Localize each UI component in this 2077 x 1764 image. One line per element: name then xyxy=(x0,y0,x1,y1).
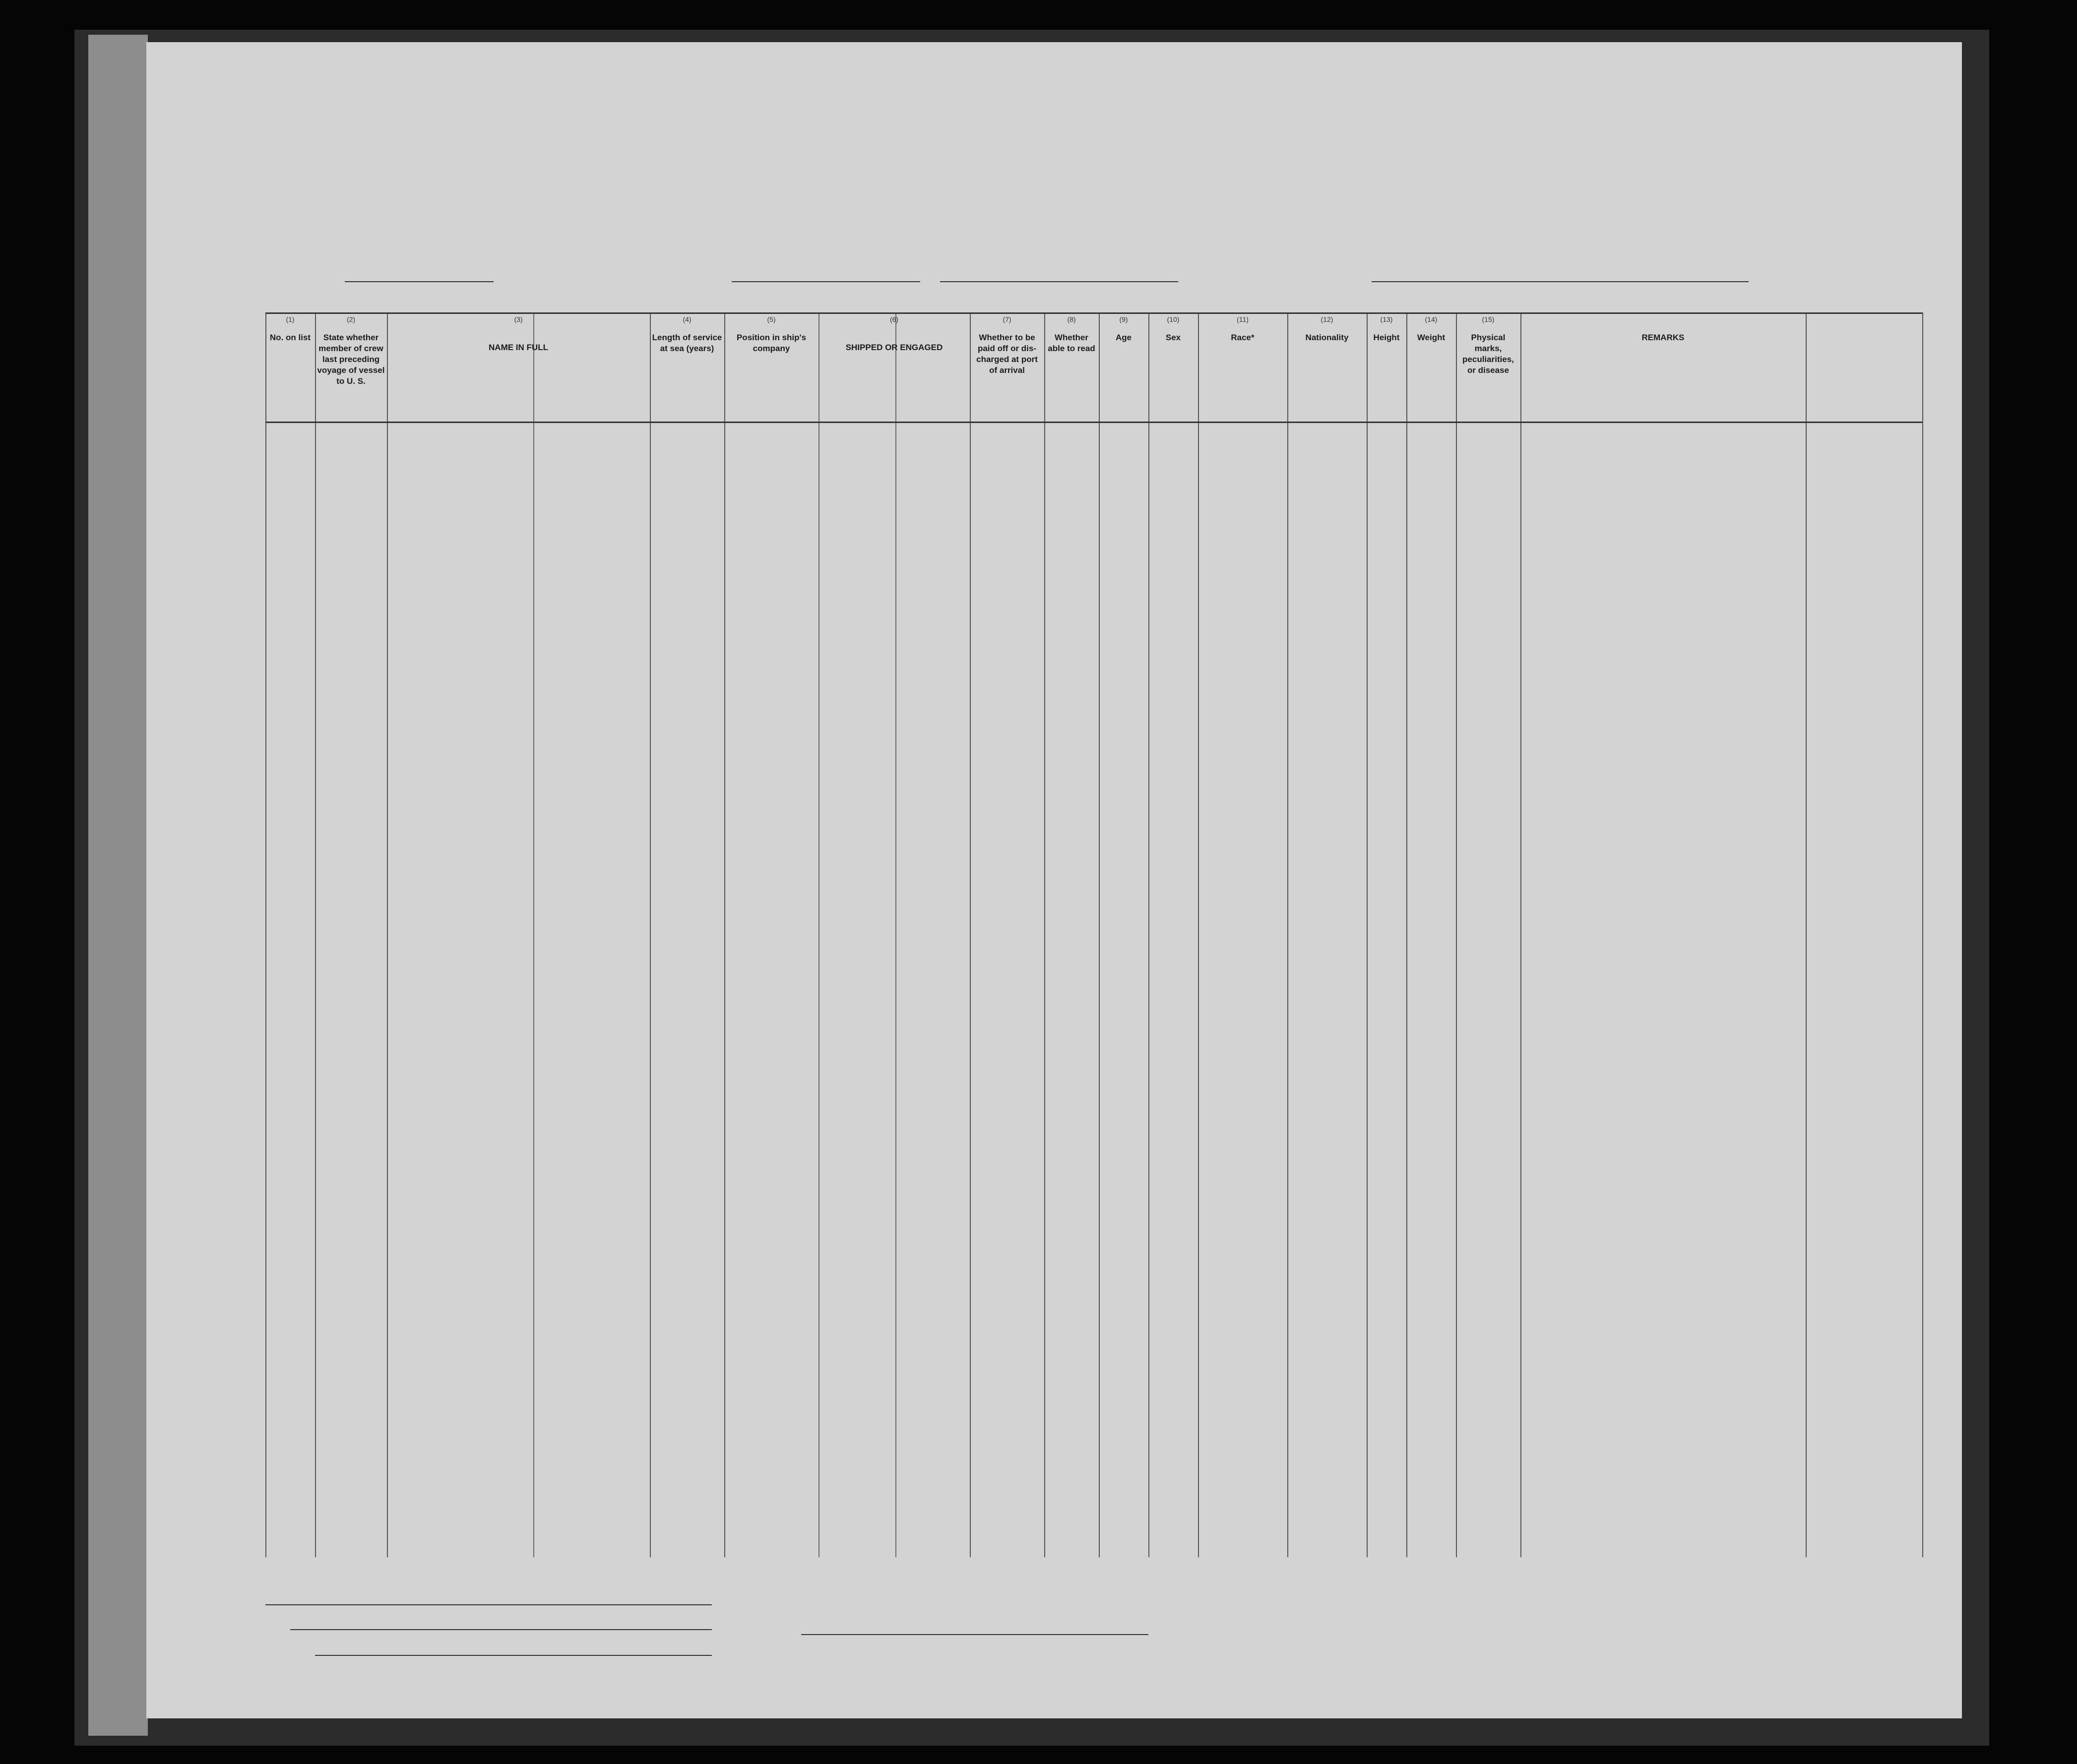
column-header: Whether to be paid off or dis-charged at port of arrival xyxy=(976,333,1038,375)
column-rule xyxy=(1044,312,1045,1557)
column-number: (3) xyxy=(514,315,523,323)
column-rule xyxy=(970,312,971,1557)
column-rule xyxy=(1922,312,1923,1557)
column-number: (11) xyxy=(1237,315,1249,323)
column-rule xyxy=(533,312,534,1557)
column-number: (12) xyxy=(1321,315,1333,323)
column-header: Whether able to read xyxy=(1048,333,1095,353)
column-number: (9) xyxy=(1119,315,1128,323)
column-rule xyxy=(387,312,388,1557)
column-rule xyxy=(724,312,725,1557)
column-rule xyxy=(1198,312,1199,1557)
underline xyxy=(290,1629,712,1630)
column-header: Physical marks, peculiarities, or disease xyxy=(1462,333,1514,375)
underline xyxy=(315,1655,712,1656)
column-rule xyxy=(650,312,651,1557)
column-header: No. on list xyxy=(269,333,311,342)
column-number: (15) xyxy=(1482,315,1495,323)
column-rule xyxy=(265,312,266,1557)
column-number: (6) xyxy=(889,315,899,323)
column-number: (8) xyxy=(1067,315,1076,323)
column-rule xyxy=(1367,312,1368,1557)
column-number: (5) xyxy=(767,315,776,323)
column-number: (10) xyxy=(1167,315,1180,323)
manifest-table xyxy=(265,312,1922,1557)
row-rule xyxy=(265,422,1922,423)
column-rule xyxy=(1456,312,1457,1557)
row-rule xyxy=(265,312,1922,314)
column-header: SHIPPED OR ENGAGED xyxy=(845,343,943,352)
underline xyxy=(801,1634,1148,1635)
column-number: (13) xyxy=(1380,315,1393,323)
manifest-sheet xyxy=(146,42,1962,1718)
column-number: (4) xyxy=(683,315,692,323)
column-number: (7) xyxy=(1003,315,1011,323)
vessel-line xyxy=(146,226,1962,270)
column-header: Position in ship's company xyxy=(736,333,807,353)
column-header: Length of service at sea (years) xyxy=(652,333,722,353)
underline xyxy=(732,281,920,282)
column-rule xyxy=(1099,312,1100,1557)
column-rule xyxy=(818,312,819,1557)
underline xyxy=(1372,281,1749,282)
column-header: Height xyxy=(1373,333,1400,342)
column-header: Nationality xyxy=(1305,333,1349,342)
column-header: Race* xyxy=(1231,333,1255,342)
column-rule xyxy=(1148,312,1149,1557)
column-rule xyxy=(1806,312,1807,1557)
column-header: NAME IN FULL xyxy=(489,343,548,352)
column-header: Sex xyxy=(1165,333,1181,342)
column-header: Weight xyxy=(1417,333,1446,342)
column-number: (1) xyxy=(286,315,295,323)
column-rule xyxy=(1287,312,1288,1557)
column-rule xyxy=(895,312,896,1557)
column-header: State whether member of crew last preceding voyage of vessel to U. S. xyxy=(317,333,385,386)
binding-strip xyxy=(88,35,148,1736)
column-rule xyxy=(315,312,316,1557)
column-rule xyxy=(1406,312,1407,1557)
underline xyxy=(940,281,1178,282)
underline xyxy=(265,1604,712,1605)
column-header: REMARKS xyxy=(1641,333,1685,342)
column-header: Age xyxy=(1115,333,1132,342)
underline xyxy=(345,281,494,282)
column-number: (14) xyxy=(1425,315,1438,323)
column-rule xyxy=(1520,312,1521,1557)
column-number: (2) xyxy=(346,315,356,323)
